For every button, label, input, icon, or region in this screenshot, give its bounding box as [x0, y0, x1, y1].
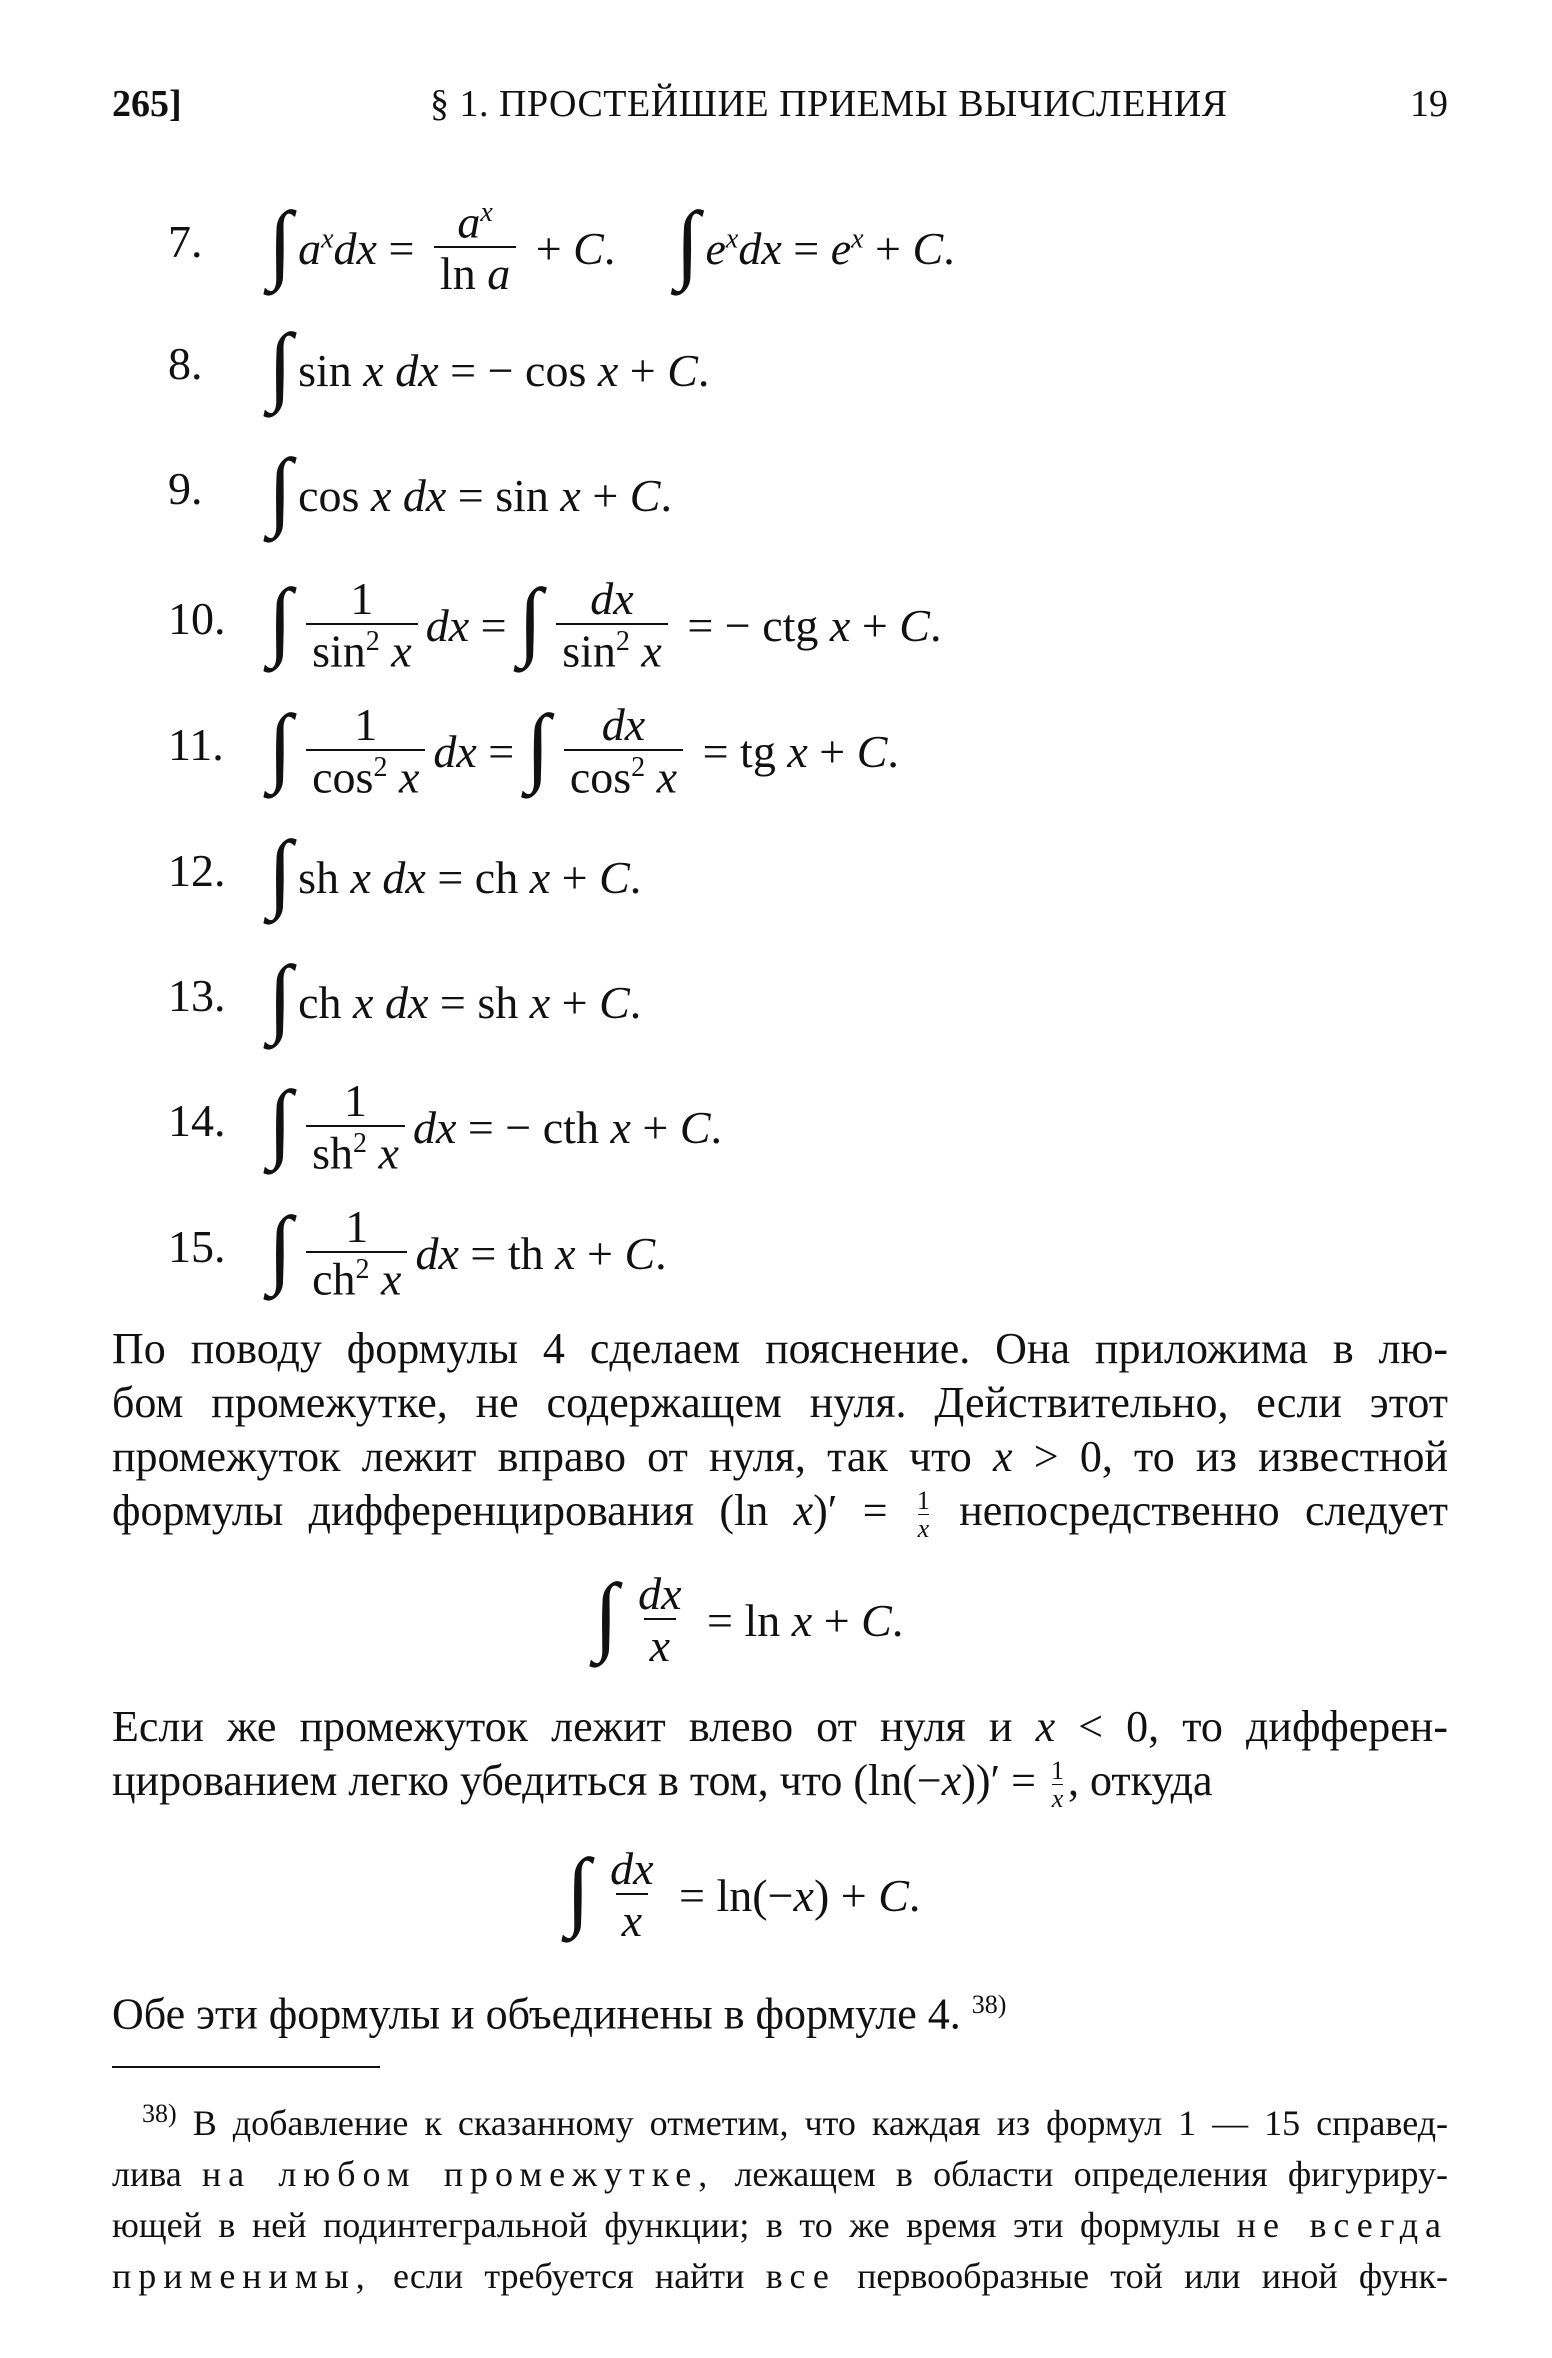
formula-12 — [168, 812, 1468, 942]
formula-body: ∫ $\frac{1}{\cos^2 x}$ dx = ∫ $\frac{dx}{\cos^2 x}$ = tg x + C . — [268, 698, 899, 803]
paragraph-conclusion — [112, 1978, 1448, 2042]
formula-11 — [168, 686, 1468, 816]
formula-number: 15. — [168, 1221, 226, 1272]
formula-7 — [168, 183, 1468, 313]
formula-8 — [168, 305, 1468, 435]
formula-body: ∫ $\frac{1}{sh^2 x}$ dx = − cth x + C . — [268, 1074, 723, 1179]
paragraph-explanation — [112, 1322, 1448, 1542]
text-line: бом промежутке, не содержащем нуля. Действительно, если этот — [112, 1378, 1448, 1427]
footnote-reference[interactable]: 38) — [971, 1990, 1007, 2019]
footnote-38 — [112, 2088, 1448, 2302]
formula-body: ∫ cos x dx = sin x + C . — [268, 442, 672, 539]
running-header-title: § 1. ПРОСТЕЙШИЕ ПРИЕМЫ ВЫЧИСЛЕНИЯ — [430, 83, 1228, 125]
formula-number: 13. — [168, 970, 226, 1021]
formula-number: 14. — [168, 1095, 226, 1146]
formula-number: 10. — [168, 593, 226, 644]
formula-number: 8. — [168, 338, 203, 389]
formula-15 — [168, 1188, 1468, 1318]
footnote-mark: 38) — [142, 2099, 177, 2128]
text-line: Обе эти формулы и объединены в формуле 4. $^{38)}$ — [112, 1989, 1007, 2039]
formula-number: 12. — [168, 845, 226, 896]
display-formula-ln-neg-x: ∫ $\frac{dx}{x}$ = ln(− x ) + C . — [566, 1842, 921, 1946]
formula-9 — [168, 430, 1468, 560]
footnote-line: $^{38)}$ В добавление к сказанному отметим, что каждая из формул 1 — 15 справед- — [142, 2099, 1449, 2143]
text-line: По поводу формулы 4 сделаем пояснение. Она приложима в лю- — [112, 1324, 1448, 1373]
formula-14 — [168, 1062, 1468, 1192]
text-line: цированием легко убедиться в том, что (ln(−x))′ = $\frac{1}{x}$ , откуда — [112, 1755, 1213, 1813]
formula-number: 9. — [168, 463, 203, 514]
formula-number: 7. — [168, 216, 203, 267]
formula-body: ∫ ch x dx = sh x + C . — [268, 949, 642, 1046]
formula-body: ∫ $a^xdx$ = $\frac{a^x}{\text{ln a}}$ + C . ∫ $e^xdx$ = $e^x$ + C . — [268, 195, 955, 300]
formula-body: ∫ sin x dx = − cos x + C . — [268, 317, 710, 414]
text-line: Если же промежуток лежит влево от нуля и x < 0, то дифферен- — [112, 1702, 1448, 1751]
text-line: промежуток лежит вправо от нуля, так что x > 0, то из известной — [112, 1432, 1449, 1481]
footnote-line: применимы, если требуется найти все первообразные той или иной функ- — [112, 2256, 1449, 2296]
footnote-line: ющей в ней подинтегральной функции; в то же время эти формулы не всегда — [112, 2205, 1448, 2245]
paragraph-negative-case — [112, 1700, 1448, 1812]
footnote-line: лива на любом промежутке, лежащем в области определения фигуриру- — [112, 2154, 1448, 2194]
formula-body: ∫ $\frac{1}{\sin^2 x}$ dx = ∫ $\frac{dx}{\sin^2 x}$ = − ctg x + C . — [268, 572, 942, 677]
page-section-number: 265] — [112, 83, 182, 125]
text-line: формулы дифференцирования (ln x)′ = $\frac{1}{x}$ непосредственно следует — [112, 1485, 1449, 1543]
display-formula-ln-x: ∫ $\frac{dx}{x}$ = ln x + C . — [594, 1567, 904, 1671]
formula-body: ∫ $\frac{1}{ch^2 x}$ dx = th x + C . — [268, 1200, 667, 1305]
page-number: 19 — [1410, 83, 1448, 125]
footnote-divider — [112, 2066, 380, 2068]
formula-10 — [168, 560, 1468, 690]
formula-number: 11. — [168, 719, 224, 770]
formula-13 — [168, 937, 1468, 1067]
formula-body: ∫ sh x dx = ch x + C . — [268, 824, 642, 921]
